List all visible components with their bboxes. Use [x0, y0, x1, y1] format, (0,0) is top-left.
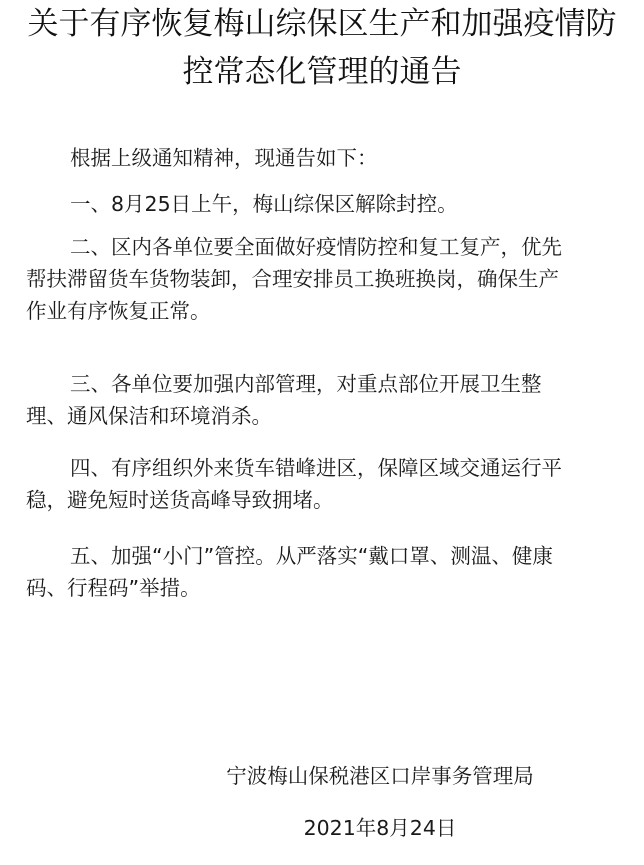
signature-organization: 宁波梅山保税港区口岸事务管理局	[226, 764, 534, 788]
notice-title-line-1: 关于有序恢复梅山综保区生产和加强疫情防	[27, 6, 617, 42]
notice-item-4	[26, 452, 626, 516]
notice-item-2	[26, 231, 626, 327]
item-5-line-2: 码、行程码”举措。	[26, 576, 201, 600]
item-1-line-1: 一、8月25日上午，梅山综保区解除封控。	[70, 192, 458, 216]
intro-text: 根据上级通知精神，现通告如下：	[70, 146, 378, 170]
item-2-line-1: 二、区内各单位要全面做好疫情防控和复工复产，优先	[70, 235, 562, 259]
notice-item-3	[26, 368, 626, 432]
item-3-line-2: 理、通风保洁和环境消杀。	[26, 404, 272, 428]
item-2-line-2: 帮扶滞留货车货物装卸，合理安排员工换班换岗，确保生产	[26, 267, 559, 291]
notice-item-5	[26, 540, 626, 604]
signature-date: 2021年8月24日	[303, 816, 457, 840]
item-4-line-1: 四、有序组织外来货车错峰进区，保障区域交通运行平	[70, 456, 562, 480]
item-5-line-1: 五、加强“小门”管控。从严落实“戴口罩、测温、健康	[70, 544, 553, 568]
item-3-line-1: 三、各单位要加强内部管理，对重点部位开展卫生整	[70, 372, 542, 396]
notice-title-line-2: 控常态化管理的通告	[182, 54, 462, 90]
notice-intro	[26, 142, 626, 174]
item-4-line-2: 稳，避免短时送货高峰导致拥堵。	[26, 488, 334, 512]
item-2-line-3: 作业有序恢复正常。	[26, 299, 211, 323]
notice-item-1	[26, 188, 626, 220]
